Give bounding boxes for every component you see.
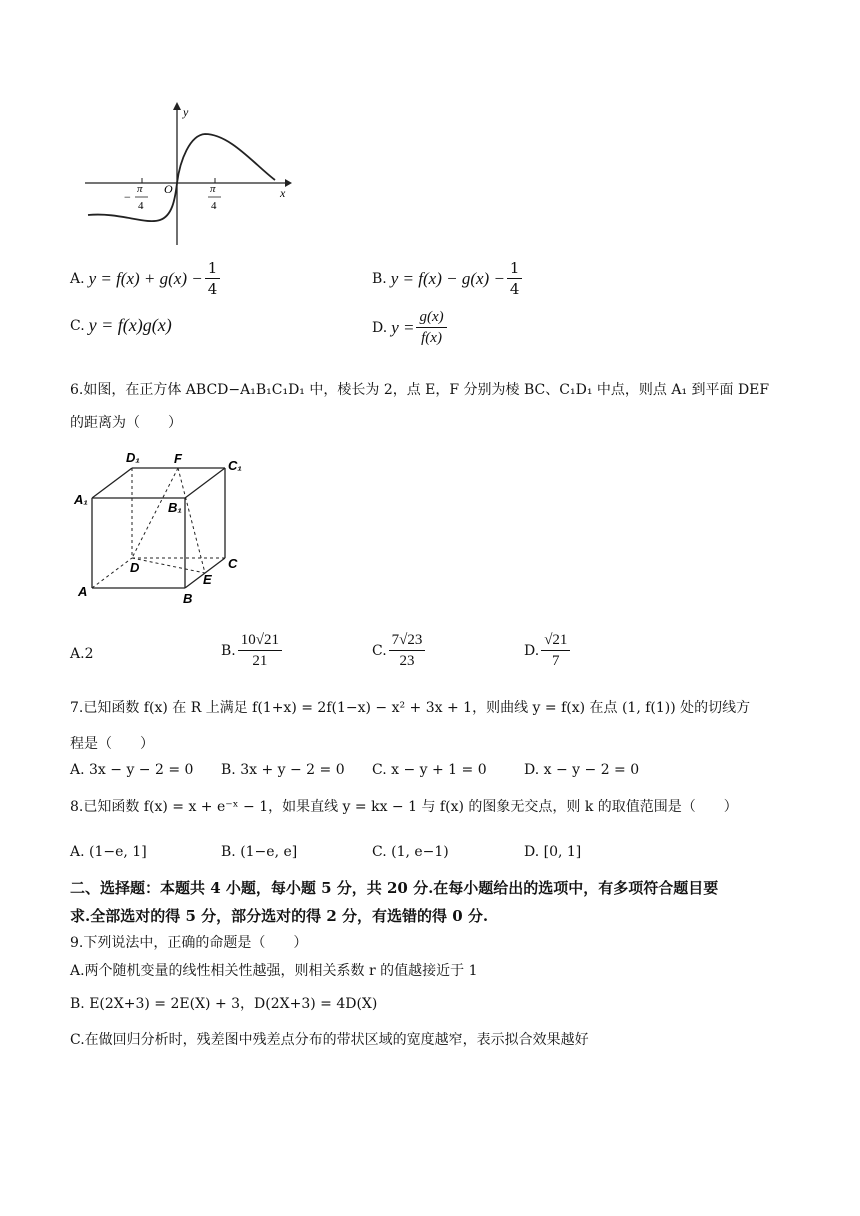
q6-stem-line1: 6.如图，在正方体 ABCD−A₁B₁C₁D₁ 中，棱长为 2，点 E，F 分别为棱 BC、C₁D₁ 中点，则点 A₁ 到平面 DEF — [70, 382, 770, 398]
graph-neg-tick-den: 4 — [138, 200, 144, 212]
q8-option-a: A. (1−e, 1] — [70, 844, 147, 860]
q6-option-d-frac: $\frac{√21}{7}$ — [541, 630, 570, 671]
q9-stem: 9.下列说法中，正确的命题是（ ） — [70, 935, 308, 951]
q5-option-b — [372, 258, 524, 299]
q8-option-d: D. [0, 1] — [524, 844, 582, 860]
cube-label-c1: C₁ — [228, 458, 242, 473]
graph-x-label: x — [280, 186, 286, 200]
q5-option-b-frac: $\frac{1}{4}$ — [507, 258, 523, 299]
q8-option-c: C. (1, e−1) — [372, 844, 449, 860]
q6-option-c-letter: C. — [372, 642, 387, 659]
q6-option-b-frac: $\frac{10√21}{21}$ — [238, 630, 282, 671]
cube-label-b1: B₁ — [168, 500, 182, 515]
graph-neg-sign: − — [124, 190, 131, 204]
section2-heading-line1: 二、选择题：本题共 4 小题，每小题 5 分，共 20 分.在每小题给出的选项中，有多项符合题目要 — [70, 879, 719, 897]
q6-stem-line2: 的距离为（ ） — [70, 415, 182, 431]
q5-option-c — [70, 315, 172, 336]
q5-option-a-frac: $\frac{1}{4}$ — [205, 258, 221, 299]
cube-label-a1: A₁ — [74, 492, 88, 507]
q6-option-c — [372, 630, 427, 671]
q7-stem-line2: 程是（ ） — [70, 736, 154, 752]
q6-option-a-value: 2 — [84, 646, 94, 662]
cube-label-d: D — [130, 560, 140, 575]
graph-pos-tick-num: π — [210, 183, 216, 195]
q7-option-a: A. 3x − y − 2 = 0 — [70, 762, 194, 778]
q5-option-d-letter: D. — [372, 319, 388, 336]
q8-option-b: B. (1−e, e] — [221, 844, 298, 860]
q5-option-d-frac: $\frac{g(x)}{f(x)}$ — [416, 307, 446, 348]
graph-pos-tick-den: 4 — [211, 200, 217, 212]
graph-neg-tick-num: π — [137, 183, 143, 195]
q9-option-b: B. E(2X+3) = 2E(X) + 3，D(2X+3) = 4D(X) — [70, 996, 378, 1012]
cube-label-c: C — [228, 556, 238, 571]
graph-origin-label: O — [164, 182, 173, 196]
q6-option-d — [524, 630, 572, 671]
q5-option-d-expr: y = — [391, 317, 415, 337]
cube-label-f: F — [174, 451, 182, 466]
q6-option-c-frac: $\frac{7√23}{23}$ — [389, 630, 426, 671]
function-graph — [80, 100, 300, 250]
q6-option-a-letter: A. — [70, 646, 85, 662]
q5-option-a-letter: A. — [70, 270, 85, 287]
q6-option-d-letter: D. — [524, 642, 540, 659]
q7-option-b: B. 3x + y − 2 = 0 — [221, 762, 345, 778]
q6-option-b — [221, 630, 284, 671]
q5-option-d — [372, 307, 449, 348]
q9-option-a: A.两个随机变量的线性相关性越强，则相关系数 r 的值越接近于 1 — [70, 963, 478, 979]
q5-option-c-letter: C. — [70, 317, 85, 334]
q7-option-c: C. x − y + 1 = 0 — [372, 762, 487, 778]
q5-option-b-expr: y = f(x) − g(x) − — [390, 268, 505, 288]
cube-label-b: B — [183, 591, 193, 606]
q7-stem-line1: 7.已知函数 f(x) 在 R 上满足 f(1+x) = 2f(1−x) − x² + 3x + 1，则曲线 y = f(x) 在点 (1, f(1)) 处的切线方 — [70, 700, 751, 716]
q5-option-c-expr: y = f(x)g(x) — [88, 315, 172, 335]
q5-option-a — [70, 258, 222, 299]
q8-stem: 8.已知函数 f(x) = x + e⁻ˣ − 1，如果直线 y = kx − 1 与 f(x) 的图象无交点，则 k 的取值范围是（ ） — [70, 799, 738, 815]
q7-option-d: D. x − y − 2 = 0 — [524, 762, 640, 778]
cube-label-a: A — [78, 584, 88, 599]
q9-option-c: C.在做回归分析时，残差图中残差点分布的带状区域的宽度越窄，表示拟合效果越好 — [70, 1032, 589, 1048]
cube-diagram — [70, 448, 250, 608]
q5-option-a-expr: y = f(x) + g(x) − — [88, 268, 203, 288]
graph-y-label: y — [183, 105, 189, 119]
section2-heading-line2: 求.全部选对的得 5 分，部分选对的得 2 分，有选错的得 0 分. — [70, 907, 489, 925]
q5-option-b-letter: B. — [372, 270, 387, 287]
cube-label-e: E — [203, 572, 212, 587]
q6-option-b-letter: B. — [221, 642, 236, 659]
q6-option-a — [70, 646, 93, 662]
cube-label-d1: D₁ — [126, 450, 140, 465]
